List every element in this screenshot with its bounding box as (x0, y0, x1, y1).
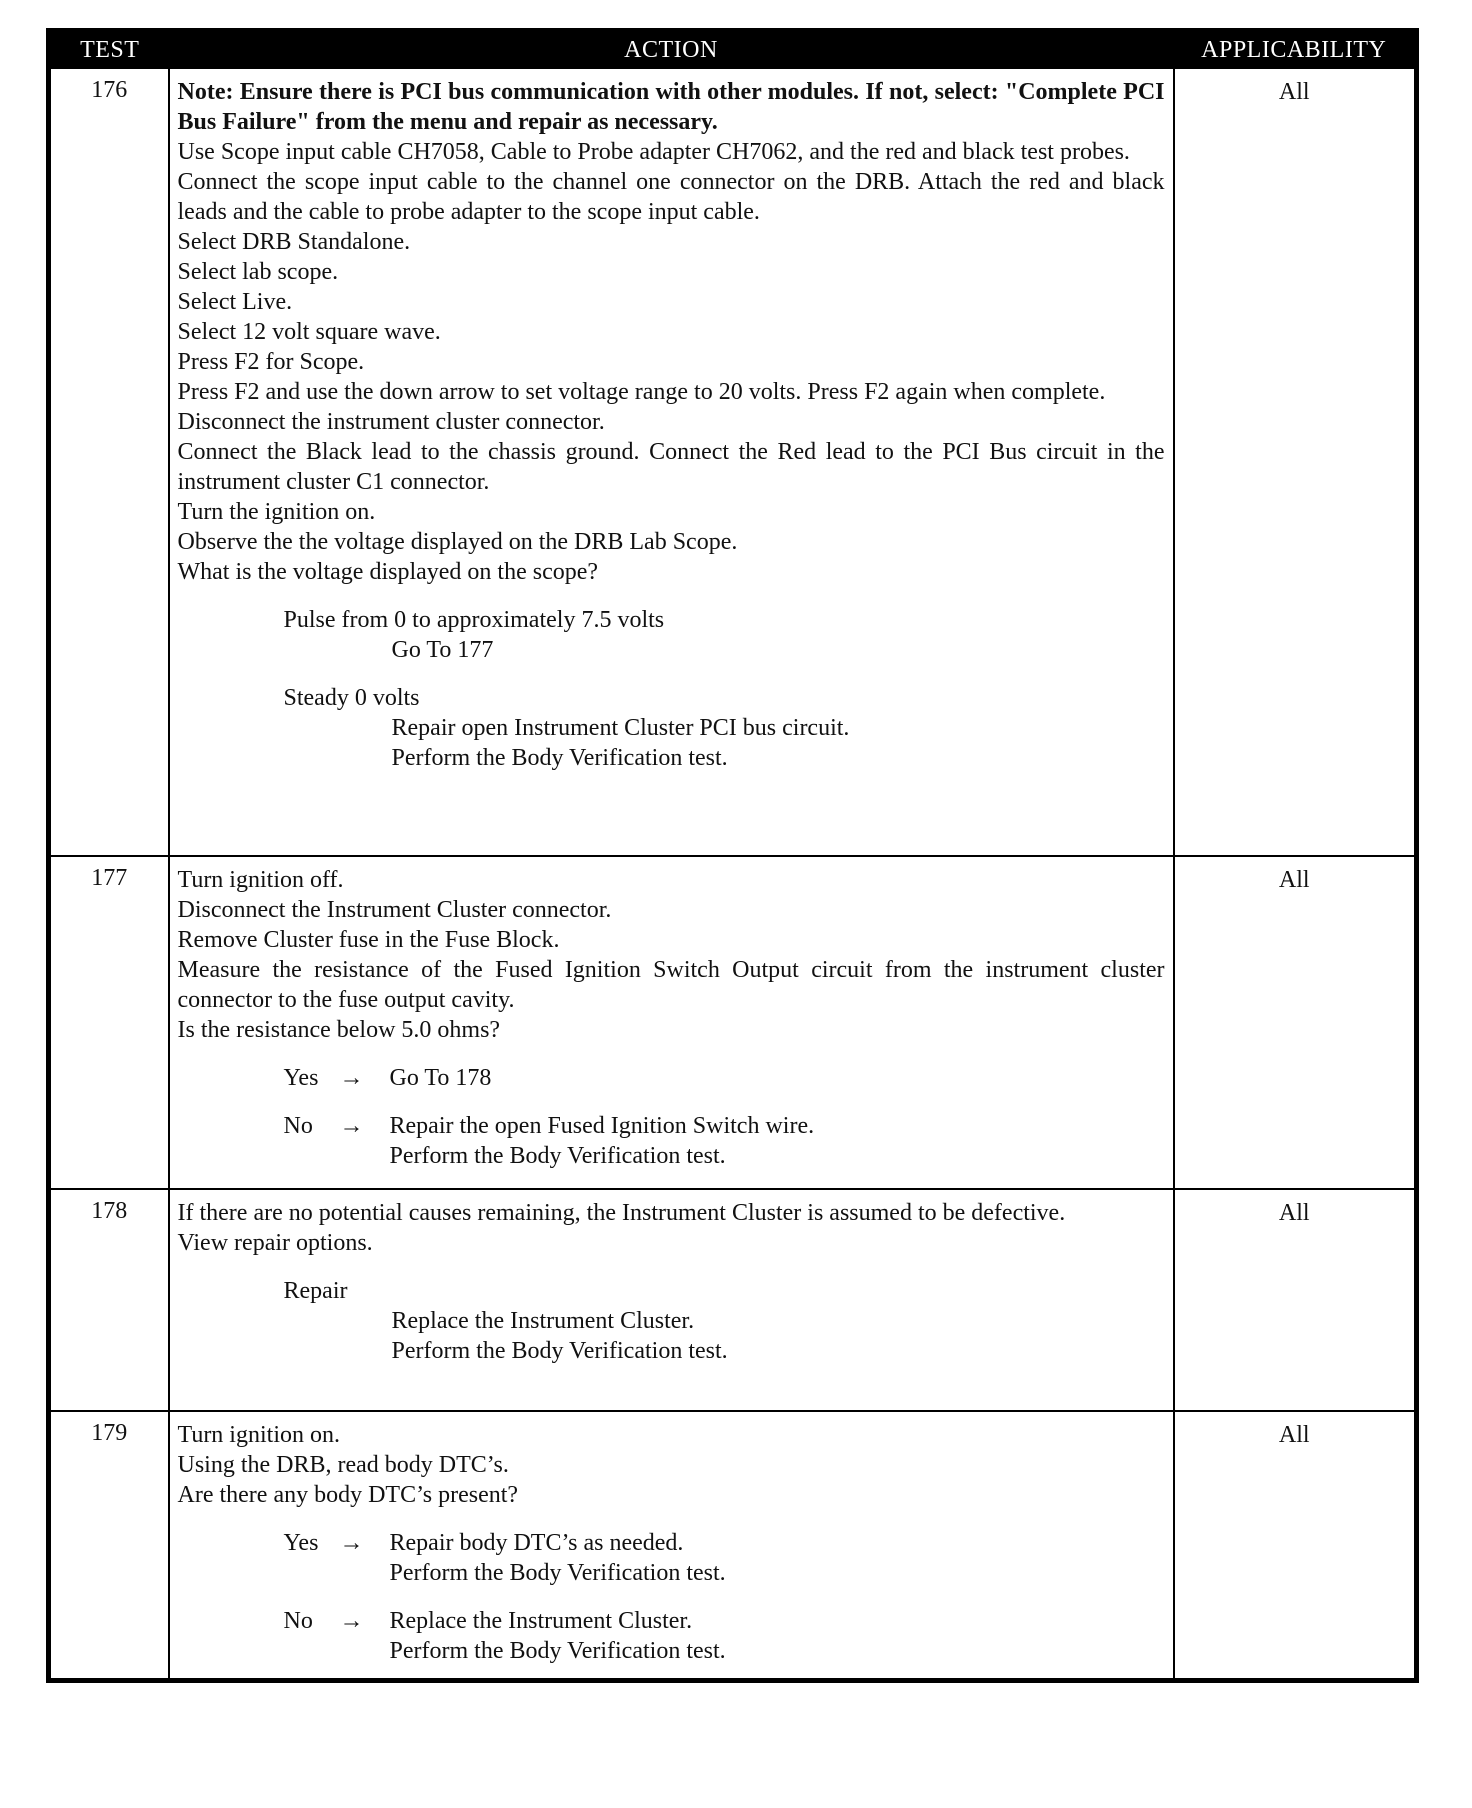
answer-label: No (283, 1608, 313, 1634)
action-cell (169, 1189, 1174, 1411)
answer-label: No (283, 1113, 313, 1139)
action-line: Turn ignition on. (177, 1422, 340, 1448)
branch-label: Repair (283, 1278, 348, 1304)
test-number: 179 (49, 1411, 169, 1681)
arrow-right-icon: → (339, 1530, 364, 1556)
action-line: Use Scope input cable CH7058, Cable to Probe adapter CH7062, and the red and black test probes. (177, 139, 1130, 165)
action-line: Using the DRB, read body DTC’s. (177, 1452, 509, 1478)
action-line: Press F2 for Scope. (177, 349, 365, 375)
answer-result (390, 1111, 1165, 1171)
branch-result: Replace the Instrument Cluster. (391, 1308, 695, 1334)
applicability-value: All (1174, 856, 1417, 1189)
answer-result-line: Repair the open Fused Ignition Switch wire. (389, 1113, 815, 1139)
test-row-177 (49, 856, 1417, 1189)
branch-result: Perform the Body Verification test. (391, 745, 728, 771)
answer-result (390, 1606, 1165, 1666)
answer-result-line: Repair body DTC’s as needed. (389, 1530, 684, 1556)
action-line: Are there any body DTC’s present? (177, 1482, 519, 1508)
header-test: TEST (49, 31, 169, 69)
answer-result-line: Replace the Instrument Cluster. (389, 1608, 693, 1634)
applicability-value: All (1174, 1189, 1417, 1411)
action-line: Measure the resistance of the Fused Ignition Switch Output circuit from the instrument cluster connector to the fuse output cavity. (177, 957, 1165, 1013)
header-action: ACTION (169, 31, 1174, 69)
branch-result: Go To 177 (391, 637, 494, 663)
arrow-right-icon: → (339, 1608, 364, 1634)
test-number: 176 (49, 68, 169, 856)
action-line: Connect the scope input cable to the channel one connector on the DRB. Attach the red and black leads and the cable to probe adapter to the scope input cable. (177, 169, 1165, 225)
answer-yes (284, 1063, 1165, 1093)
action-line: Remove Cluster fuse in the Fuse Block. (177, 927, 560, 953)
applicability-value: All (1174, 1411, 1417, 1681)
branch-label: Steady 0 volts (283, 685, 420, 711)
answer-result (390, 1528, 1165, 1588)
arrow-right-icon: → (339, 1113, 364, 1139)
action-line: Select 12 volt square wave. (177, 319, 441, 345)
test-row-176 (49, 68, 1417, 856)
answer-label: Yes (283, 1065, 319, 1091)
test-row-178 (49, 1189, 1417, 1411)
action-line: Is the resistance below 5.0 ohms? (177, 1017, 501, 1043)
answer-result-line: Perform the Body Verification test. (389, 1560, 726, 1586)
header-applicability: APPLICABILITY (1174, 31, 1417, 69)
answer-result-line: Perform the Body Verification test. (389, 1638, 726, 1664)
diagnostic-test-table (46, 28, 1419, 1683)
action-line: Turn the ignition on. (177, 499, 376, 525)
test-number: 178 (49, 1189, 169, 1411)
answer-yes (284, 1528, 1165, 1588)
action-line: Observe the the voltage displayed on the DRB Lab Scope. (177, 529, 738, 555)
action-cell (169, 1411, 1174, 1681)
action-line: Select DRB Standalone. (177, 229, 411, 255)
note-text: Note: Ensure there is PCI bus communication with other modules. If not, select: "Complete PCI Bus Failure" from the menu and repair as necessary. (177, 79, 1165, 135)
applicability-value: All (1174, 68, 1417, 856)
action-line: View repair options. (177, 1230, 373, 1256)
branch-result: Perform the Body Verification test. (391, 1338, 728, 1364)
action-line: Disconnect the Instrument Cluster connector. (177, 897, 612, 923)
action-line: Disconnect the instrument cluster connector. (177, 409, 605, 435)
answer-label: Yes (283, 1530, 319, 1556)
action-line: Connect the Black lead to the chassis ground. Connect the Red lead to the PCI Bus circuit in the instrument cluster C1 connector. (177, 439, 1165, 495)
test-row-179 (49, 1411, 1417, 1681)
answer-result (390, 1063, 1165, 1093)
branch-result: Repair open Instrument Cluster PCI bus circuit. (391, 715, 850, 741)
branch-option (284, 1276, 1165, 1366)
answer-result-line: Go To 178 (389, 1065, 492, 1091)
action-cell (169, 856, 1174, 1189)
action-line: If there are no potential causes remaining, the Instrument Cluster is assumed to be defective. (177, 1200, 1066, 1226)
branch-option (284, 683, 1165, 773)
action-line: What is the voltage displayed on the scope? (177, 559, 599, 585)
test-number: 177 (49, 856, 169, 1189)
action-cell (169, 68, 1174, 856)
action-line: Select lab scope. (177, 259, 339, 285)
action-line: Turn ignition off. (177, 867, 344, 893)
action-line: Press F2 and use the down arrow to set voltage range to 20 volts. Press F2 again when complete. (177, 379, 1106, 405)
answer-no (284, 1606, 1165, 1666)
answer-no (284, 1111, 1165, 1171)
action-line: Select Live. (177, 289, 293, 315)
header-row (49, 31, 1417, 69)
branch-label: Pulse from 0 to approximately 7.5 volts (283, 607, 665, 633)
answer-result-line: Perform the Body Verification test. (389, 1143, 726, 1169)
branch-option (284, 605, 1165, 665)
arrow-right-icon: → (339, 1065, 364, 1091)
